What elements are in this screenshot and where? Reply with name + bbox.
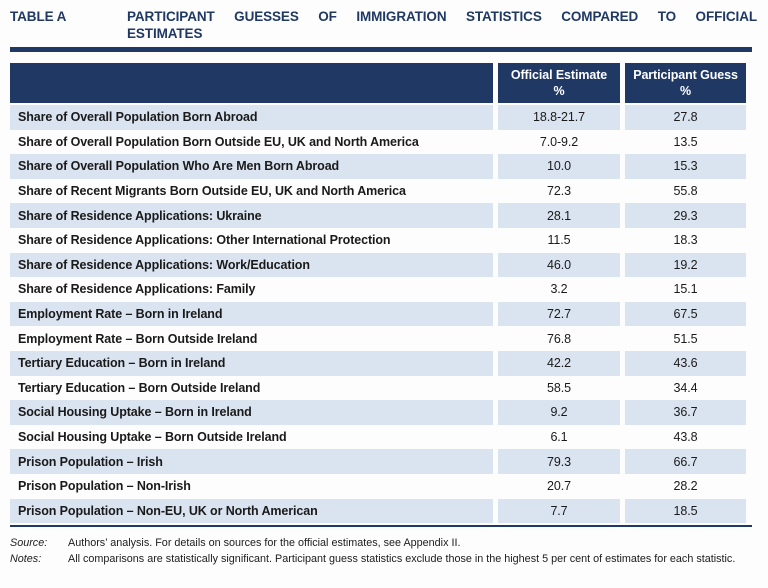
official-estimate-cell: 11.5 (547, 233, 571, 248)
row-label-cell: Tertiary Education – Born Outside Ireland (18, 380, 261, 395)
row-label-cell: Share of Overall Population Born Abroad (10, 105, 493, 130)
row-label-cell: Tertiary Education – Born in Ireland (10, 351, 493, 376)
row-label-cell: Employment Rate – Born in Ireland (10, 302, 493, 327)
participant-guess-cell: 29.3 (625, 203, 746, 228)
table-row (10, 499, 746, 524)
participant-guess-cell: 34.4 (673, 380, 698, 395)
official-estimate-cell: 6.1 (550, 430, 568, 445)
official-estimate-cell: 3.2 (550, 282, 568, 297)
participant-guess-cell: 51.5 (673, 331, 698, 346)
participant-guess-cell: 27.8 (625, 105, 746, 130)
participant-guess-cell: 28.2 (673, 479, 698, 494)
row-label-cell: Share of Overall Population Who Are Men Born Abroad (10, 154, 493, 179)
table-row (10, 449, 746, 474)
official-estimate-cell: 7.0-9.2 (539, 134, 579, 149)
official-estimate-cell: 58.5 (547, 380, 571, 395)
page-title-line1: PARTICIPANT GUESSES OF IMMIGRATION STATISTICS COMPARED TO OFFICIAL (127, 9, 757, 24)
participant-guess-cell: 15.1 (673, 282, 698, 297)
participant-guess-cell: 18.5 (625, 499, 746, 524)
header-official-estimate-label: Official Estimate (510, 68, 608, 82)
participant-guess-cell: 43.8 (673, 430, 698, 445)
table-body (10, 105, 746, 523)
page-title (127, 9, 757, 42)
participant-guess-cell: 67.5 (625, 302, 746, 327)
row-label-cell: Prison Population – Non-Irish (18, 479, 191, 494)
official-estimate-cell: 9.2 (498, 400, 620, 425)
source-text: Authors’ analysis. For details on sources for the official estimates, see Appendix II. (68, 537, 461, 550)
official-estimate-cell: 20.7 (547, 479, 571, 494)
official-estimate-cell: 28.1 (498, 203, 620, 228)
official-estimate-cell: 10.0 (498, 154, 620, 179)
official-estimate-cell: 76.8 (547, 331, 571, 346)
footnotes (10, 536, 756, 567)
source-row (10, 536, 756, 552)
page-title-line2: ESTIMATES (127, 25, 203, 41)
table-row (10, 228, 746, 253)
table-row (10, 203, 746, 228)
table-row (10, 326, 746, 351)
row-label-cell: Share of Residence Applications: Family (18, 282, 256, 297)
row-label-cell: Social Housing Uptake – Born in Ireland (10, 400, 493, 425)
official-estimate-cell: 42.2 (498, 351, 620, 376)
source-label: Source: (10, 537, 48, 550)
table-row (10, 400, 746, 425)
header-participant-guess (625, 63, 746, 103)
table-row (10, 351, 746, 376)
row-label-cell: Share of Residence Applications: Ukraine (10, 203, 493, 228)
row-label-cell: Share of Residence Applications: Work/Education (10, 253, 493, 278)
row-label-cell: Share of Residence Applications: Other International Protection (18, 233, 391, 248)
table-row (10, 253, 746, 278)
participant-guess-cell: 19.2 (625, 253, 746, 278)
official-estimate-cell: 72.7 (498, 302, 620, 327)
official-estimate-cell: 72.3 (547, 184, 571, 199)
row-label-cell: Prison Population – Irish (10, 449, 493, 474)
header-official-estimate-unit: % (553, 84, 565, 98)
participant-guess-cell: 36.7 (625, 400, 746, 425)
header-participant-guess-unit: % (679, 84, 691, 98)
title-rule (10, 47, 752, 52)
table-row (10, 425, 746, 450)
title-block (10, 9, 757, 42)
table-bottom-rule (10, 525, 752, 527)
official-estimate-cell: 46.0 (498, 253, 620, 278)
table-header (10, 63, 746, 103)
row-label-cell: Share of Recent Migrants Born Outside EU, UK and North America (18, 184, 406, 199)
header-participant-guess-label: Participant Guess (633, 68, 738, 82)
row-label-cell: Prison Population – Non-EU, UK or North American (10, 499, 493, 524)
notes-label: Notes: (10, 552, 42, 565)
row-label-cell: Social Housing Uptake – Born Outside Ireland (18, 430, 287, 445)
official-estimate-cell: 18.8-21.7 (498, 105, 620, 130)
table-row (10, 302, 746, 327)
official-estimate-cell: 79.3 (498, 449, 620, 474)
participant-guess-cell: 13.5 (673, 134, 698, 149)
row-label-cell: Employment Rate – Born Outside Ireland (18, 331, 258, 346)
row-label-cell: Share of Overall Population Born Outside EU, UK and North America (18, 134, 419, 149)
participant-guess-cell: 15.3 (625, 154, 746, 179)
participant-guess-cell: 18.3 (673, 233, 698, 248)
table-row (10, 154, 746, 179)
table-row (10, 105, 746, 130)
official-estimate-cell: 7.7 (498, 499, 620, 524)
participant-guess-cell: 43.6 (625, 351, 746, 376)
table-row (10, 179, 746, 204)
table-label: TABLE A (10, 9, 67, 24)
notes-text: All comparisons are statistically significant. Participant guess statistics exclude those in the highest 5 per cent of estimates for each statistic. (68, 552, 736, 565)
table-row (10, 130, 746, 155)
participant-guess-cell: 55.8 (673, 184, 698, 199)
table-row (10, 277, 746, 302)
table-row (10, 474, 746, 499)
header-official-estimate (498, 63, 620, 103)
header-empty-cell (10, 63, 493, 103)
notes-row (10, 552, 756, 568)
data-table (10, 63, 746, 523)
table-row (10, 376, 746, 401)
participant-guess-cell: 66.7 (625, 449, 746, 474)
